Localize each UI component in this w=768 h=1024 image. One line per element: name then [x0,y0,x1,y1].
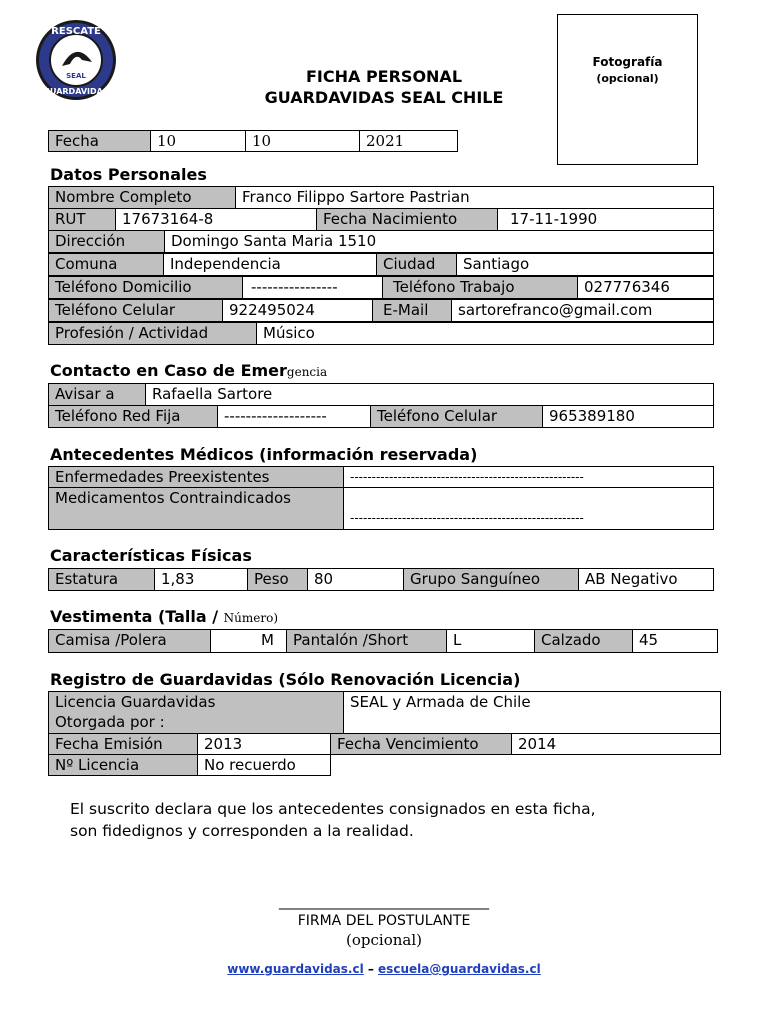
fecha-label: Fecha [48,130,151,152]
nombre-value[interactable]: Franco Filippo Sartore Pastrian [235,186,714,209]
tel-trabajo-label: Teléfono Trabajo [382,276,578,299]
medicamentos-dashes: ------------------------------------------------------ [350,511,584,525]
peso-value[interactable]: 80 [307,568,404,591]
vencimiento-value[interactable]: 2014 [511,733,721,755]
licencia-label-line-2: Otorgada por : [55,713,165,731]
direccion-value[interactable]: Domingo Santa Maria 1510 [164,230,714,253]
nacimiento-label: Fecha Nacimiento [316,208,498,231]
comuna-value[interactable]: Independencia [163,253,377,276]
licencia-value[interactable]: SEAL y Armada de Chile [343,691,721,734]
svg-text:GUARDAVIDAS: GUARDAVIDAS [43,87,109,96]
web-link[interactable]: www.guardavidas.cl [227,962,364,976]
emergencia-celular-label: Teléfono Celular [370,405,543,428]
firma-label: FIRMA DEL POSTULANTE [297,913,471,929]
fecha-month[interactable]: 10 [245,130,360,152]
section-contacto-emergencia [50,361,327,380]
page-title [234,66,534,108]
emergencia-title-small: gencia [286,365,328,379]
emergencia-title-main: Contacto en Caso de Emer [50,361,287,380]
declaracion-line-2: son fidedignos y corresponden a la realidad. [70,822,414,840]
emision-label: Fecha Emisión [48,733,198,755]
email-link[interactable]: escuela@guardavidas.cl [378,962,541,976]
tel-trabajo-value[interactable]: 027776346 [577,276,714,299]
grupo-sanguineo-label: Grupo Sanguíneo [403,568,579,591]
enfermedades-value[interactable]: ------------------------------------------------------ [343,466,714,488]
nombre-label: Nombre Completo [48,186,236,209]
calzado-value[interactable]: 45 [632,629,718,653]
firma-line: ______________________________ [279,894,489,910]
pantalon-label: Pantalón /Short [286,629,447,653]
photo-note: (opcional) [596,72,659,85]
section-registro-guardavidas: Registro de Guardavidas (Sólo Renovación Licencia) [50,670,521,689]
ciudad-value[interactable]: Santiago [456,253,714,276]
vencimiento-label: Fecha Vencimiento [330,733,512,755]
photo-box [557,14,698,165]
logo [34,18,118,102]
peso-label: Peso [247,568,308,591]
rut-label: RUT [48,208,116,231]
numero-licencia-value[interactable]: No recuerdo [197,754,331,776]
celular-value[interactable]: 922495024 [222,299,373,322]
logo-emblem [34,18,118,102]
ciudad-label: Ciudad [376,253,457,276]
avisar-label: Avisar a [48,383,146,406]
medicamentos-label: Medicamentos Contraindicados [48,487,344,530]
email-label: E-Mail [372,299,452,322]
red-fija-label: Teléfono Red Fija [48,405,218,428]
direccion-label: Dirección [48,230,165,253]
title-line-1: FICHA PERSONAL [305,67,463,86]
firma [234,893,534,950]
licencia-label [48,691,344,734]
camisa-value[interactable]: M [210,629,287,653]
rut-value[interactable]: 17673164-8 [115,208,317,231]
section-antecedentes-medicos: Antecedentes Médicos (información reservada) [50,445,478,464]
section-vestimenta [50,607,278,626]
comuna-label: Comuna [48,253,164,276]
emision-value[interactable]: 2013 [197,733,331,755]
declaracion [70,798,710,842]
red-fija-value[interactable]: ------------------- [217,405,371,428]
estatura-label: Estatura [48,568,155,591]
nacimiento-value[interactable]: 17-11-1990 [497,208,714,231]
estatura-value[interactable]: 1,83 [154,568,248,591]
enfermedades-label: Enfermedades Preexistentes [48,466,344,488]
section-datos-personales: Datos Personales [50,165,207,184]
tel-domicilio-value[interactable]: ---------------- [242,276,383,299]
footer [0,962,768,976]
licencia-label-line-1: Licencia Guardavidas [55,693,216,711]
medicamentos-value[interactable] [343,487,714,530]
tel-domicilio-label: Teléfono Domicilio [48,276,243,299]
avisar-value[interactable]: Rafaella Sartore [145,383,714,406]
fecha-day[interactable]: 10 [150,130,246,152]
profesion-value[interactable]: Músico [256,322,714,345]
celular-label: Teléfono Celular [48,299,223,322]
svg-text:SEAL: SEAL [66,72,86,80]
email-value[interactable]: sartorefranco@gmail.com [451,299,714,322]
declaracion-line-1: El suscrito declara que los antecedentes consignados en esta ficha, [70,800,596,818]
calzado-label: Calzado [534,629,633,653]
svg-text:RESCATE: RESCATE [51,26,101,37]
photo-title: Fotografía [592,55,663,69]
pantalon-value[interactable]: L [446,629,535,653]
emergencia-celular-value[interactable]: 965389180 [542,405,714,428]
numero-licencia-label: Nº Licencia [48,754,198,776]
title-line-2: GUARDAVIDAS SEAL CHILE [264,88,504,107]
camisa-label: Camisa /Polera [48,629,211,653]
fecha-year[interactable]: 2021 [359,130,458,152]
profesion-label: Profesión / Actividad [48,322,257,345]
firma-note: (opcional) [346,931,422,949]
grupo-sanguineo-value[interactable]: AB Negativo [578,568,714,591]
section-caracteristicas-fisicas: Características Físicas [50,546,252,565]
footer-separator: – [363,962,379,976]
vestimenta-title-main: Vestimenta (Talla / [50,607,224,626]
vestimenta-title-small: Número) [223,611,279,625]
